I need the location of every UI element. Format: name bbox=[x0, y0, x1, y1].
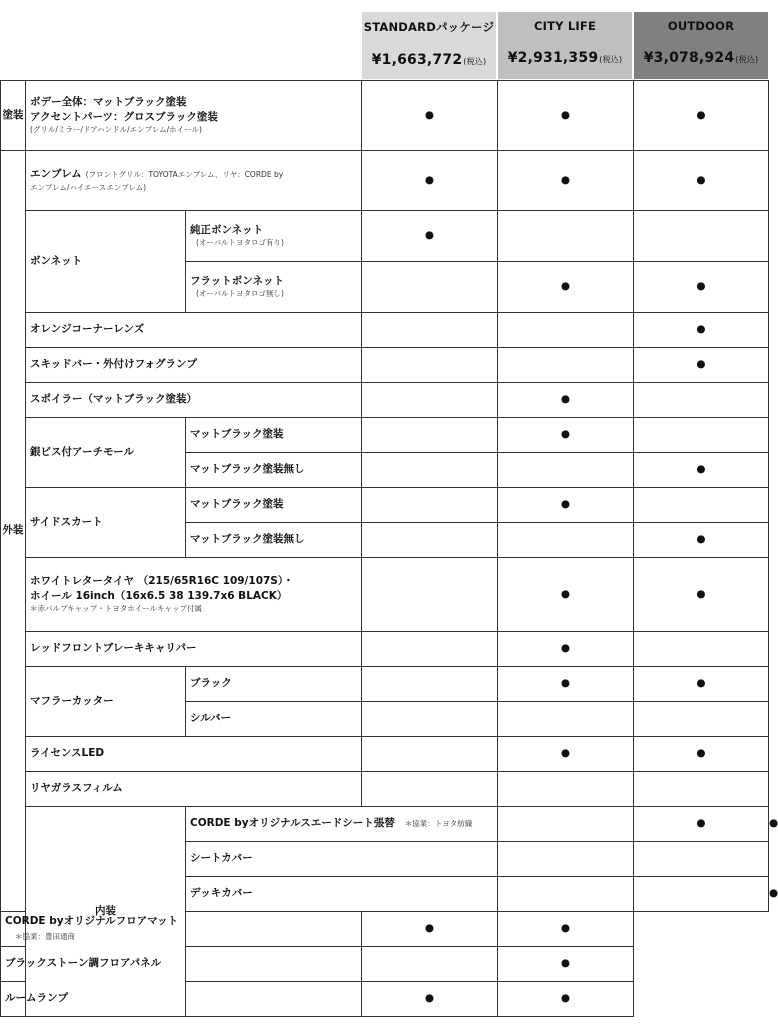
category-interior: 内装 bbox=[26, 807, 186, 1017]
row-label-orange-lens: オレンジコーナーレンズ bbox=[26, 313, 362, 348]
mark-outdoor: ● bbox=[498, 912, 634, 947]
mark-standard bbox=[498, 842, 634, 877]
mark-city-life: ● bbox=[498, 81, 634, 151]
table-row bbox=[1, 912, 769, 947]
row-label-rear-film: リヤガラスフィルム bbox=[26, 772, 362, 807]
mark-city-life bbox=[498, 348, 634, 383]
sub-label-no-matte-black: マットブラック塗装無し bbox=[186, 453, 362, 488]
mark-outdoor: ● bbox=[634, 667, 769, 702]
table-row bbox=[1, 313, 769, 348]
row-label-spoiler: スポイラー（マットブラック塗装） bbox=[26, 383, 362, 418]
row-label-muffler-cutter: マフラーカッター bbox=[26, 667, 186, 737]
sub-label-genuine-bonnet: 純正ボンネット (オーバルトヨタロゴ有り) bbox=[186, 211, 362, 262]
row-label-deck-cover: デッキカバー bbox=[186, 877, 498, 912]
row-label-emblem: エンブレム (フロントグリル：TOYOTAエンブレム、リヤ：CORDE by エンブレム/ハイエースエンブレム) bbox=[26, 151, 362, 211]
table-row bbox=[1, 151, 769, 211]
mark-standard bbox=[362, 558, 498, 632]
table-row bbox=[1, 737, 769, 772]
mark-standard bbox=[498, 877, 634, 912]
package-name: OUTDOOR bbox=[667, 19, 735, 33]
package-header-standard bbox=[362, 12, 496, 79]
mark-city-life: ● bbox=[498, 737, 634, 772]
row-label-bonnet: ボンネット bbox=[26, 211, 186, 313]
tax-label: (税込) bbox=[599, 55, 623, 64]
table-row bbox=[1, 667, 769, 702]
tax-label: (税込) bbox=[463, 57, 487, 66]
row-label-arch-mold: 銀ビス付アーチモール bbox=[26, 418, 186, 488]
package-header-outdoor bbox=[634, 12, 768, 79]
table-row bbox=[1, 418, 769, 453]
table-row bbox=[1, 488, 769, 523]
mark-outdoor bbox=[634, 632, 769, 667]
sub-label-matte-black: マットブラック塗装 bbox=[186, 418, 362, 453]
mark-outdoor bbox=[634, 418, 769, 453]
table-row bbox=[1, 383, 769, 418]
mark-city-life bbox=[634, 877, 769, 912]
spec-table bbox=[0, 80, 778, 1017]
table-row bbox=[1, 947, 769, 982]
mark-standard: ● bbox=[362, 81, 498, 151]
mark-standard bbox=[186, 982, 362, 1017]
row-note: (グリル/ミラー/ドアハンドル/エンブレム/ホイール) bbox=[30, 125, 202, 135]
sub-label-black: ブラック bbox=[186, 667, 362, 702]
mark-city-life bbox=[498, 453, 634, 488]
mark-outdoor bbox=[634, 772, 769, 807]
mark-outdoor bbox=[634, 702, 769, 737]
table-row bbox=[1, 982, 769, 1017]
mark-standard bbox=[362, 453, 498, 488]
category-paint: 塗装 bbox=[1, 81, 26, 151]
mark-city-life: ● bbox=[498, 418, 634, 453]
table-row bbox=[1, 772, 769, 807]
mark-city-life bbox=[498, 313, 634, 348]
mark-city-life: ● bbox=[362, 982, 498, 1017]
table-row bbox=[1, 632, 769, 667]
mark-outdoor: ● bbox=[498, 947, 634, 982]
table-row bbox=[1, 348, 769, 383]
mark-outdoor: ● bbox=[634, 737, 769, 772]
mark-outdoor: ● bbox=[634, 262, 769, 313]
mark-city-life: ● bbox=[498, 632, 634, 667]
mark-standard bbox=[362, 262, 498, 313]
tax-label: (税込) bbox=[735, 55, 759, 64]
package-header-city-life bbox=[498, 12, 632, 79]
mark-city-life: ● bbox=[498, 667, 634, 702]
sub-label-no-matte-black: マットブラック塗装無し bbox=[186, 523, 362, 558]
mark-standard bbox=[362, 383, 498, 418]
mark-outdoor: ● bbox=[634, 151, 769, 211]
sub-label-flat-bonnet: フラットボンネット (オーバルトヨタロゴ無し) bbox=[186, 262, 362, 313]
mark-outdoor: ● bbox=[634, 81, 769, 151]
mark-standard: ● bbox=[362, 211, 498, 262]
mark-standard bbox=[362, 313, 498, 348]
sub-label-silver: シルバー bbox=[186, 702, 362, 737]
mark-outdoor: ● bbox=[634, 558, 769, 632]
mark-city-life bbox=[498, 523, 634, 558]
table-row: 内装 CORDE byオリジナルスエードシート張替 ＊協業：トヨタ紡織 ● ● bbox=[1, 807, 769, 842]
mark-outdoor bbox=[634, 488, 769, 523]
mark-city-life: ● bbox=[498, 151, 634, 211]
table-row bbox=[1, 81, 769, 151]
mark-standard bbox=[186, 947, 362, 982]
category-exterior: 外装 bbox=[1, 151, 26, 912]
row-label-floor-mat: CORDE byオリジナルフロアマット＊協業：豊田通商 bbox=[1, 912, 186, 947]
row-label-license-led: ライセンスLED bbox=[26, 737, 362, 772]
mark-city-life: ● bbox=[498, 262, 634, 313]
mark-outdoor: ● bbox=[634, 453, 769, 488]
mark-standard: ● bbox=[362, 151, 498, 211]
mark-outdoor bbox=[634, 383, 769, 418]
mark-outdoor: ● bbox=[634, 313, 769, 348]
mark-outdoor: ● bbox=[498, 982, 634, 1017]
mark-city-life: ● bbox=[362, 912, 498, 947]
package-price: ¥2,931,359(税込) bbox=[507, 50, 623, 66]
mark-city-life bbox=[362, 947, 498, 982]
mark-city-life bbox=[498, 702, 634, 737]
row-label-floor-panel: ブラックストーン調フロアパネル bbox=[1, 947, 186, 982]
mark-city-life: ● bbox=[498, 558, 634, 632]
mark-standard bbox=[186, 912, 362, 947]
row-label-suede-seat: CORDE byオリジナルスエードシート張替 ＊協業：トヨタ紡織 bbox=[186, 807, 498, 842]
table-row: デッキカバー ● bbox=[1, 877, 769, 912]
mark-standard bbox=[362, 418, 498, 453]
row-label-paint: ボデー全体：マットブラック塗装 アクセントパーツ：グロスブラック塗装 (グリル/ミラー/ドアハンドル/エンブレム/ホイール) bbox=[26, 81, 362, 151]
mark-standard bbox=[362, 632, 498, 667]
mark-city-life bbox=[498, 772, 634, 807]
mark-standard bbox=[362, 348, 498, 383]
sub-label-matte-black: マットブラック塗装 bbox=[186, 488, 362, 523]
table-row bbox=[1, 211, 769, 262]
mark-city-life bbox=[634, 842, 769, 877]
package-name: STANDARDパッケージ bbox=[363, 20, 495, 34]
mark-standard bbox=[362, 702, 498, 737]
mark-city-life: ● bbox=[498, 488, 634, 523]
mark-outdoor bbox=[634, 211, 769, 262]
mark-outdoor: ● bbox=[634, 348, 769, 383]
mark-city-life: ● bbox=[498, 383, 634, 418]
mark-city-life bbox=[498, 211, 634, 262]
row-label-room-lamp: ルームランプ bbox=[1, 982, 186, 1017]
package-name: CITY LIFE bbox=[533, 19, 596, 33]
row-label-side-skirt: サイドスカート bbox=[26, 488, 186, 558]
package-price: ¥3,078,924(税込) bbox=[643, 50, 759, 66]
mark-standard bbox=[362, 523, 498, 558]
mark-standard bbox=[362, 737, 498, 772]
row-label-brake-caliper: レッドフロントブレーキキャリパー bbox=[26, 632, 362, 667]
row-label-skid-bar: スキッドバー・外付けフォグランプ bbox=[26, 348, 362, 383]
mark-standard bbox=[362, 488, 498, 523]
mark-standard bbox=[362, 667, 498, 702]
mark-city-life: ● bbox=[634, 807, 769, 842]
row-label-tire-wheel: ホワイトレタータイヤ （215/65R16C 109/107S）・ ホイール 16inch（16x6.5 38 139.7x6 BLACK） ＊赤バルブキャップ・トヨタホイールキャップ付属 bbox=[26, 558, 362, 632]
package-price: ¥1,663,772(税込) bbox=[371, 52, 487, 68]
mark-outdoor: ● bbox=[634, 523, 769, 558]
mark-standard bbox=[362, 772, 498, 807]
row-label-seat-cover: シートカバー bbox=[186, 842, 498, 877]
table-row bbox=[1, 558, 769, 632]
mark-standard bbox=[498, 807, 634, 842]
